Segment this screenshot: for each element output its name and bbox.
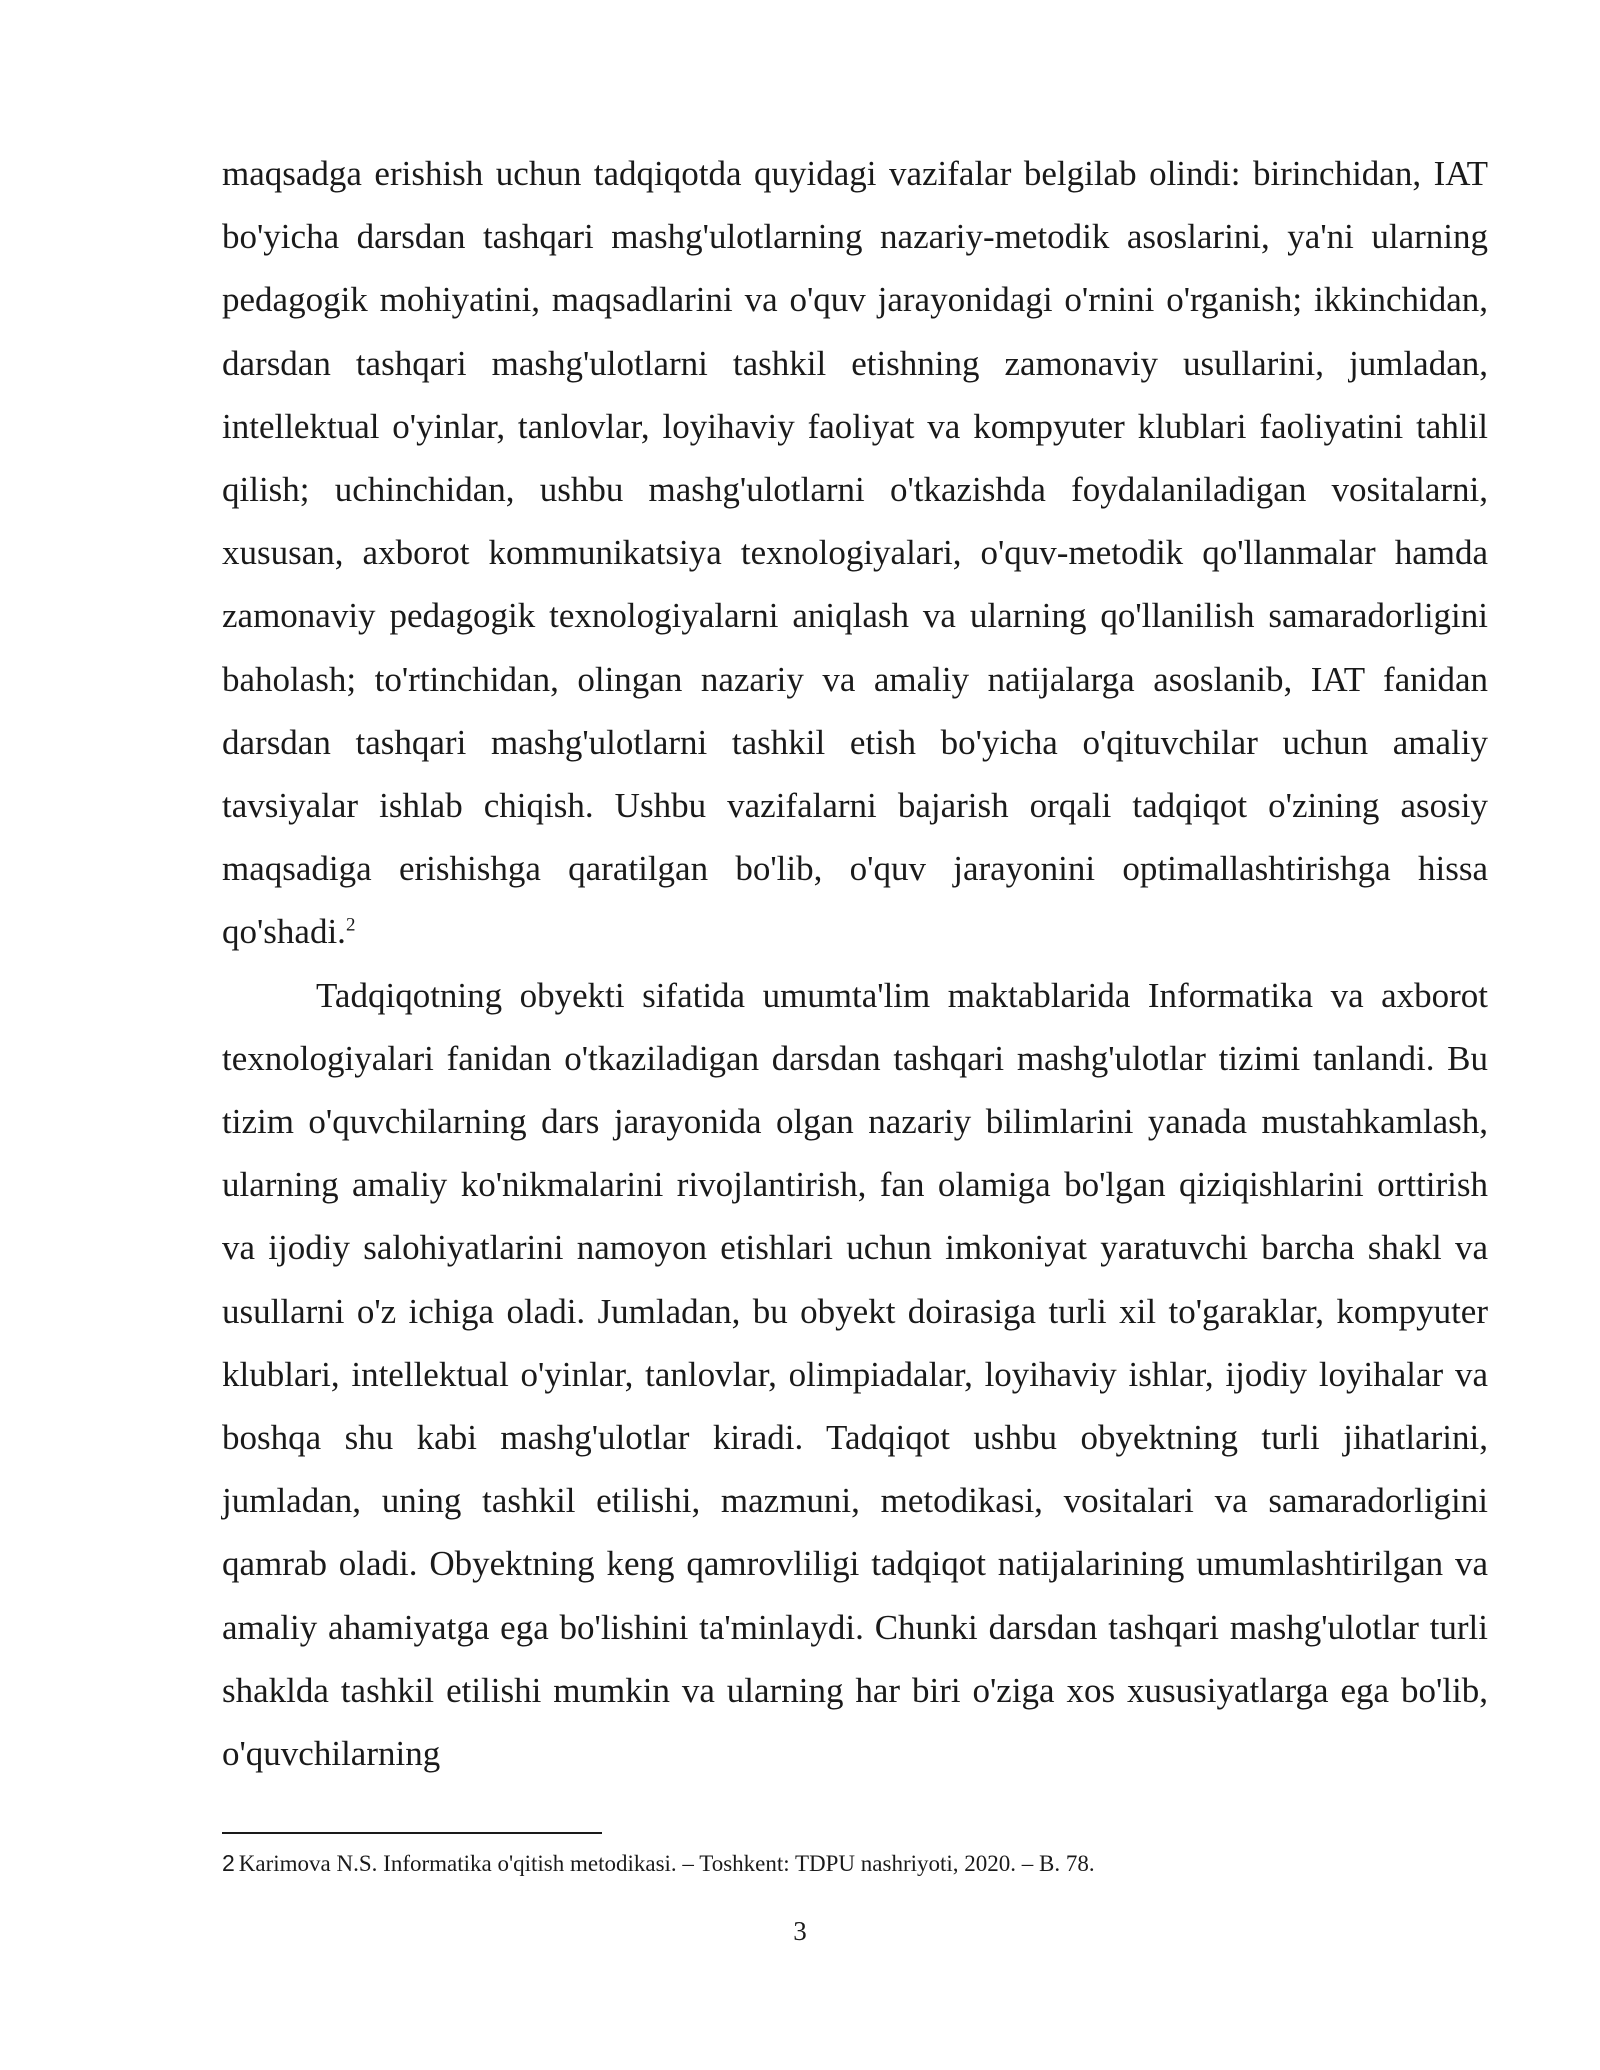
footnote xyxy=(222,1848,1488,1879)
footnote-reference[interactable]: 2 xyxy=(345,915,356,937)
body-text xyxy=(222,142,1488,1785)
paragraph-1 xyxy=(222,142,1488,964)
paragraph-2 xyxy=(222,964,1488,1786)
paragraph-2-text: Tadqiqotning obyekti sifatida umumta'lim maktablarida Informatika va axborot texnologiyalari fanidan o'tkaziladigan darsdan tashqari mashg'ulotlar tizimi tanlandi. Bu tizim o'quvchilarning dars jarayonida olgan nazariy bilimlarini yanada mustahkamlash, ularning amaliy ko'nikmalarini rivojlantirish, fan olamiga bo'lgan qiziqishlarini orttirish va ijodiy salohiyatlarini namoyon etishlari uchun imkoniyat yaratuvchi barcha shakl va usullarni o'z ichiga oladi. Jumladan, bu obyekt doirasiga turli xil to'garaklar, kompyuter klublari, intellektual o'yinlar, tanlovlar, olimpiadalar, loyihaviy ishlar, ijodiy loyihalar va boshqa shu kabi mashg'ulotlar kiradi. Tadqiqot ushbu obyektning turli jihatlarini, jumladan, uning tashkil etilishi, mazmuni, metodikasi, vositalari va samaradorligini qamrab oladi. Obyektning keng qamrovliligi tadqiqot natijalarining umumlashtirilgan va amaliy ahamiyatga ega bo'lishini ta'minlaydi. Chunki darsdan tashqari mashg'ulotlar turli shaklda tashkil etilishi mumkin va ularning har biri o'ziga xos xususiyatlarga ega bo'lib, o'quvchilarning xyxy=(222,975,1488,1774)
paragraph-1-text: maqsadga erishish uchun tadqiqotda quyidagi vazifalar belgilab olindi: birinchidan, IAT bo'yicha darsdan tashqari mashg'ulotlarning nazariy-metodik asoslarini, ya'ni ularning pedagogik mohiyatini, maqsadlarini va o'quv jarayonidagi o'rnini o'rganish; ikkinchidan, darsdan tashqari mashg'ulotlarni tashkil etishning zamonaviy usullarini, jumladan, intellektual o'yinlar, tanlovlar, loyihaviy faoliyat va kompyuter klublari faoliyatini tahlil qilish; uchinchidan, ushbu mashg'ulotlarni o'tkazishda foydalaniladigan vositalarni, xususan, axborot kommunikatsiya texnologiyalari, o'quv-metodik qo'llanmalar hamda zamonaviy pedagogik texnologiyalarni aniqlash va ularning qo'llanilish samaradorligini baholash; to'rtinchidan, olingan nazariy va amaliy natijalarga asoslanib, IAT fanidan darsdan tashqari mashg'ulotlarni tashkil etish bo'yicha o'qituvchilar uchun amaliy tavsiyalar ishlab chiqish. Ushbu vazifalarni bajarish orqali tadqiqot o'zining asosiy maqsadiga erishishga qaratilgan bo'lib, o'quv jarayonini optimallashtirishga hissa qo'shadi. xyxy=(222,154,1488,952)
page-number: 3 xyxy=(793,1916,807,1946)
footnote-text: Karimova N.S. Informatika o'qitish metodikasi. – Toshkent: TDPU nashriyoti, 2020. – B. 78. xyxy=(238,1851,1095,1876)
footnote-separator xyxy=(222,1832,602,1834)
footnote-number: 2 xyxy=(222,1850,235,1876)
